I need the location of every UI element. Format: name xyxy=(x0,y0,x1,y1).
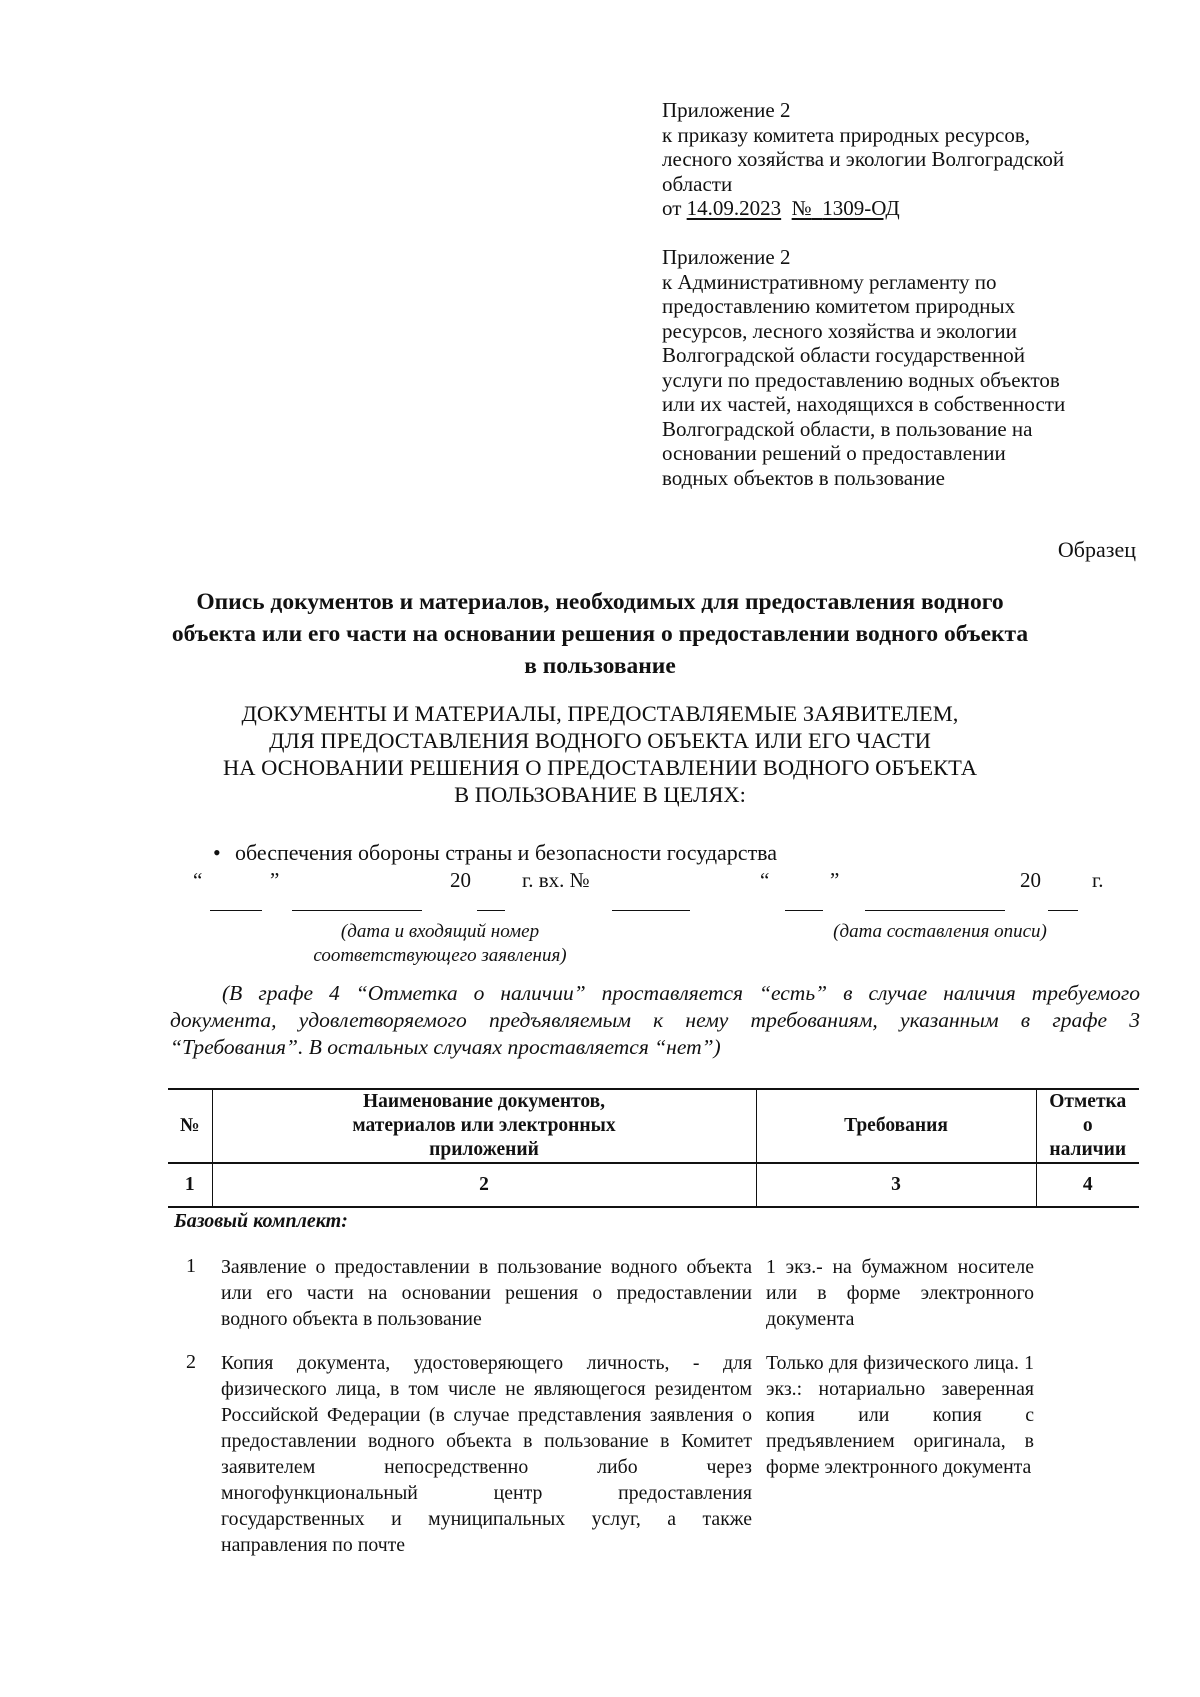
appendix-line: Приложение 2 xyxy=(662,98,791,122)
sample-label: Образец xyxy=(1057,537,1136,562)
header-requirements: Требования xyxy=(756,1089,1036,1163)
header-availability: Отметка о наличии xyxy=(1036,1089,1139,1163)
regulation-appendix-header xyxy=(662,245,1065,490)
order-date-number: от 14.09.2023 № 1309-ОД xyxy=(662,196,900,220)
appendix-line: основании решений о предоставлении xyxy=(662,441,1006,465)
purpose-bullet: • обеспечения обороны страны и безопасности государства xyxy=(213,840,778,865)
order-number: 1309-ОД xyxy=(822,196,900,220)
blank-year-2[interactable] xyxy=(1048,910,1078,911)
basic-set-label: Базовый комплект: xyxy=(174,1210,348,1232)
appendix-line: или их частей, находящихся в собственности xyxy=(662,392,1066,416)
appendix-line: услуги по предоставлению водных объектов xyxy=(662,367,1060,392)
row-requirements: 1 экз.- на бумажном носителе или в форме электронного документа xyxy=(766,1256,1034,1330)
blank-month-2[interactable] xyxy=(865,910,1005,911)
appendix-line: лесного хозяйства и экологии Волгоградской xyxy=(662,147,1065,171)
header-name: Наименование документов, материалов или электронных приложений xyxy=(212,1089,756,1163)
row-requirements: Только для физического лица. 1 экз.: нотариально заверенная копия или копия с предъявлением оригинала, в форме электронного документа xyxy=(766,1352,1034,1478)
row-number: 1 xyxy=(186,1255,196,1277)
appendix-line: к Административному регламенту по xyxy=(662,269,997,294)
appendix-line: к приказу комитета природных ресурсов, xyxy=(662,122,1031,147)
row-document-name: Заявление о предоставлении в пользование водного объекта или его части на основании решения о предоставлении водного объекта в пользование xyxy=(221,1256,752,1330)
bullet-icon: • xyxy=(213,840,221,865)
header-number: № xyxy=(168,1089,212,1163)
quote-open-2: “ xyxy=(760,868,770,892)
section-heading: ДОКУМЕНТЫ И МАТЕРИАЛЫ, ПРЕДОСТАВЛЯЕМЫЕ ЗАЯВИТЕЛЕМ, ДЛЯ ПРЕДОСТАВЛЕНИЯ ВОДНОГО ОБЪЕКТА ИЛИ ЕГО ЧАСТИ НА ОСНОВАНИИ РЕШЕНИЯ О ПРЕДОСТАВЛЕНИИ ВОДНОГО ОБЪЕКТА В ПОЛЬЗОВАНИЕ В ЦЕЛЯХ: xyxy=(223,701,977,807)
column-note: (В графе 4 “Отметка о наличии” проставляется “есть” в случае наличия требуемого документа, удовлетворяемого предъявляемым к нему требованиям, указанным в графе 3 “Требования”. В остальных случаях проставляется “нет”) xyxy=(170,981,1140,1059)
quote-close: ” xyxy=(270,868,280,892)
blank-day-2[interactable] xyxy=(785,910,823,911)
column-number: 4 xyxy=(1036,1163,1139,1207)
order-date: 14.09.2023 xyxy=(686,196,782,220)
appendix-line: водных объектов в пользование xyxy=(662,465,945,490)
blank-year[interactable] xyxy=(477,910,505,911)
appendix-line: области xyxy=(662,171,733,196)
column-number: 3 xyxy=(756,1163,1036,1207)
appendix-line: ресурсов, лесного хозяйства и экологии xyxy=(662,318,1017,343)
order-number-sign: № xyxy=(791,196,812,220)
caption-incoming: (дата и входящий номер соответствующего заявления) xyxy=(313,921,567,966)
year-prefix-2: 20 xyxy=(1020,868,1041,892)
appendix-line: Волгоградской области, в пользование на xyxy=(662,416,1033,441)
appendix-line: Приложение 2 xyxy=(662,245,791,269)
column-number: 1 xyxy=(168,1163,212,1207)
incoming-number-label: г. вх. № xyxy=(522,868,590,892)
year-suffix: г. xyxy=(1092,868,1104,892)
row-document-name: Копия документа, удостоверяющего личность, - для физического лица, в том числе не являющегося резидентом Российской Федерации (в случае представления заявления о предоставлении водного объекта в пользование в Комитет заявителем непосредственно либо через многофункциональный центр предоставления государственных и муниципальных услуг, а также направления по почте xyxy=(221,1352,752,1556)
row-number: 2 xyxy=(186,1351,196,1373)
appendix-line: Волгоградской области государственной xyxy=(662,343,1025,367)
inventory-table-header xyxy=(168,1088,1139,1208)
quote-open: “ xyxy=(193,868,203,892)
year-prefix: 20 xyxy=(450,868,471,892)
caption-inventory-date: (дата составления описи) xyxy=(833,921,1047,942)
blank-incoming-number[interactable] xyxy=(612,910,690,911)
blank-month[interactable] xyxy=(292,910,422,911)
blank-day[interactable] xyxy=(210,910,262,911)
column-number: 2 xyxy=(212,1163,756,1207)
quote-close-2: ” xyxy=(830,868,840,892)
order-appendix-header xyxy=(662,98,1064,221)
document-title: Опись документов и материалов, необходимых для предоставления водного объекта или его части на основании решения о предоставлении водного объекта в пользование xyxy=(171,589,1029,679)
appendix-line: предоставлению комитетом природных xyxy=(662,294,1016,318)
